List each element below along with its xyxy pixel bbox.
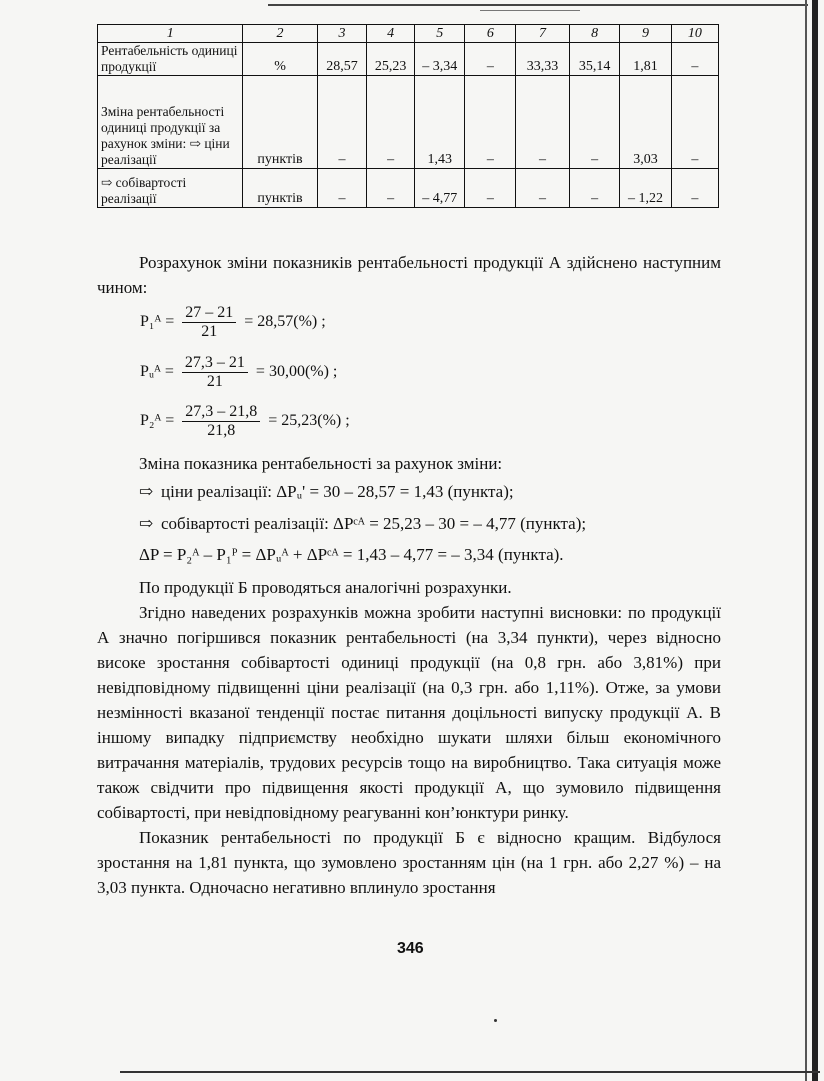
eq-lhs: P₁ᴬ =: [140, 313, 175, 331]
table-cell: 33,33: [516, 43, 570, 76]
page-number: 346: [397, 940, 424, 957]
equation-p1: [140, 304, 326, 341]
eq-denominator: 21: [201, 323, 218, 340]
table-cell: 28,57: [317, 43, 367, 76]
row-unit: пунктів: [243, 169, 317, 208]
table-cell: – 3,34: [415, 43, 465, 76]
table-row: [98, 43, 719, 76]
body-paragraphs: [97, 575, 721, 900]
header-cell: 4: [367, 25, 415, 43]
eq-numerator: 27 – 21: [182, 304, 236, 323]
scan-edge-right: [812, 0, 818, 1081]
profitability-table: [97, 24, 719, 208]
eq-fraction: [182, 304, 236, 341]
table-cell: –: [465, 169, 516, 208]
eq-numerator: 27,3 – 21,8: [182, 403, 260, 422]
header-cell: 3: [317, 25, 367, 43]
change-title: Зміна показника рентабельності за рахунок зміни:: [139, 454, 503, 473]
change-cost-text: собівартості реалізації: ΔPᶜᴬ = 25,23 – 30 = – 4,77 (пункта);: [161, 514, 587, 533]
row-label: ⇨ собівартості реалізації: [98, 169, 243, 208]
change-price-line: [139, 482, 514, 502]
table-cell: – 4,77: [415, 169, 465, 208]
table-cell: –: [569, 169, 620, 208]
eq-numerator: 27,3 – 21: [182, 354, 248, 373]
change-cost-line: [139, 514, 586, 534]
row-unit: пунктів: [243, 76, 317, 169]
header-cell: 1: [98, 25, 243, 43]
header-cell: 10: [671, 25, 718, 43]
table-cell: –: [569, 76, 620, 169]
eq-denominator: 21: [206, 373, 223, 390]
scan-artifact-bottom: [120, 1071, 820, 1073]
eq-rhs: = 25,23(%) ;: [268, 412, 350, 430]
header-cell: 8: [569, 25, 620, 43]
table-cell: –: [317, 76, 367, 169]
product-b-note: По продукції Б проводяться аналогічні розрахунки.: [139, 578, 512, 597]
table-cell: 3,03: [620, 76, 671, 169]
equation-p2: [140, 403, 350, 440]
row-label: Зміна рентабельності одиниці продукції за рахунок зміни: ⇨ ціни реалізації: [98, 76, 243, 169]
eq-fraction: [182, 403, 260, 440]
table-cell: –: [671, 76, 718, 169]
equation-pu: [140, 354, 337, 391]
table-cell: –: [516, 76, 570, 169]
eq-rhs: = 30,00(%) ;: [255, 363, 338, 381]
header-cell: 2: [243, 25, 317, 43]
scan-artifact-top-short: [480, 10, 580, 11]
table-cell: 1,81: [620, 43, 671, 76]
table-cell: 35,14: [569, 43, 620, 76]
table-cell: –: [465, 76, 516, 169]
intro-text: Розрахунок зміни показників рентабельності продукції А здійснено наступним чином:: [97, 253, 721, 297]
arrow-icon: ⇨: [139, 482, 154, 501]
table-cell: –: [367, 169, 415, 208]
table-header-row: [98, 25, 719, 43]
row-unit: %: [243, 43, 317, 76]
table-cell: –: [671, 169, 718, 208]
eq-lhs: Pᵤᴬ =: [140, 363, 174, 381]
table-cell: –: [671, 43, 718, 76]
eq-denominator: 21,8: [207, 422, 236, 439]
table-cell: –: [367, 76, 415, 169]
delta-total: ΔP = P₂ᴬ – P₁ᴾ = ΔPᵤᴬ + ΔPᶜᴬ = 1,43 – 4,77 = – 3,34 (пункта).: [139, 545, 564, 564]
change-price-text: ціни реалізації: ΔPᵤ' = 30 – 28,57 = 1,43 (пункта);: [161, 482, 514, 501]
scan-artifact-top: [268, 4, 808, 6]
row-label: Рентабельність одиниці продукції: [98, 43, 243, 76]
table-cell: –: [317, 169, 367, 208]
table-cell: 1,43: [415, 76, 465, 169]
eq-fraction: [182, 354, 248, 391]
eq-rhs: = 28,57(%) ;: [244, 313, 326, 331]
arrow-icon: ⇨: [139, 514, 154, 533]
scan-speck: [494, 1019, 497, 1022]
header-cell: 6: [465, 25, 516, 43]
product-b-result: Показник рентабельності по продукції Б є відносно кращим. Відбулося зростання на 1,81 пункта, що зумовлено зростанням цін (на 1 грн. або 2,27 %) – на 3,03 пункта. Одночасно негативно вплинуло зростання: [97, 828, 721, 897]
table-row: [98, 76, 719, 169]
table-cell: 25,23: [367, 43, 415, 76]
scan-edge-inner: [805, 0, 807, 1081]
table-row: [98, 169, 719, 208]
table-cell: –: [465, 43, 516, 76]
table-cell: – 1,22: [620, 169, 671, 208]
table-cell: –: [516, 169, 570, 208]
conclusion-paragraph: Згідно наведених розрахунків можна зробити наступні висновки: по продукції А значно погіршився показник рентабельності (на 3,34 пункти), через відносно високе зростання собівартості одиниці продукції (на 0,8 грн. або 3,81%) при невідповідному підвищенні ціни реалізації (на 0,3 грн. або 1,11%). Отже, за умови незмінності вказаної тенденції постає питання доцільності випуску продукції А. В іншому випадку підприємству необхідно шукати шляхи більш економічного витрачання матеріалів, трудових ресурсів тощо на виробництво. Така ситуація може також свідчити про підвищення якості продукції А, що зумовило підвищення собівартості, при невідповідному реагуванні кон’юнктури ринку.: [97, 603, 721, 822]
header-cell: 9: [620, 25, 671, 43]
header-cell: 5: [415, 25, 465, 43]
header-cell: 7: [516, 25, 570, 43]
eq-lhs: P₂ᴬ =: [140, 412, 175, 430]
intro-paragraph: [97, 250, 721, 300]
